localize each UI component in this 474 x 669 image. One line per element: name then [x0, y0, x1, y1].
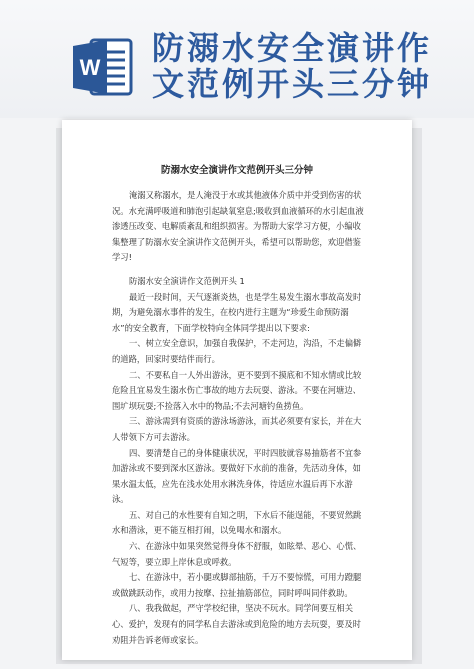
document-title: 防溺水安全演讲作文范例开头三分钟: [160, 165, 313, 176]
paragraph: 最近一段时间，天气逐渐炎热，也是学生易发生溺水事故高发时期，为避免溺水事件的发生，在校内进行主题为“珍爱生命预防溺水”的安全教育，下面学校特向全体同学提出以下要求:: [112, 291, 362, 333]
paragraph: 七、在游泳中，若小腿或脚部抽筋，千万不要惊慌，可用力蹬腿或做跳跃动作，或用力按摩、拉扯抽筋部位，同时呼叫同伴救助。: [112, 572, 362, 598]
paragraph: 八、我我做起，严守学校纪律，坚决不玩水。同学间要互相关心、爱护，发现有的同学私自去游泳或到危险的地方去玩耍，要及时劝阻并告诉老师或家长。: [112, 603, 361, 645]
paragraph: 一、树立安全意识，加强自我保护，不走河边，沟沿，不走偏僻的道路，回家时要结伴而行。: [112, 338, 362, 364]
document-body: [112, 188, 367, 648]
paragraph: 二、不要私自一人外出游泳，更不要到不摸底和不知水情或比较危险且宜易发生溺水伤亡事故的地方去玩耍、游泳。不要在河塘边、围圹坝玩耍;不捡落入水中的物品;不去河塘钓鱼捞鱼。: [112, 369, 362, 411]
paragraph: 六、在游泳中如果突然觉得身体不舒服，如眩晕、恶心、心慌、气短等，要立即上岸休息或呼救。: [112, 541, 362, 567]
paragraph: 五、对自己的水性要有自知之明，下水后不能逞能，不要贸然跳水和潜泳，更不能互相打闹，以免喝水和溺水。: [112, 509, 362, 536]
paragraph: 四、要清楚自己的身体健康状况，平时四肢就容易抽筋者不宜参加游泳或不要到深水区游泳。要做好下水前的准备，先活动身体，如果水温太低，应先在浅水处用水淋洗身体，待适应水温后再下水游泳。: [112, 447, 362, 505]
banner-title-line-2: 文范例开头三分钟: [152, 65, 433, 103]
paragraph: 三、游泳需到有资质的游泳场游泳，而其必须要有家长，并在大人带领下方可去游泳。: [112, 416, 362, 442]
paragraph-heading: 防溺水安全演讲作文范例开头 1: [129, 275, 245, 286]
document-page: [62, 120, 412, 660]
banner-title: [152, 30, 432, 102]
word-icon-letter: W: [79, 55, 101, 80]
paragraph-intro: 淹溺又称溺水，是人淹没于水或其他液体介质中并受到伤害的状况。水充满呼吸道和肺泡引起缺氧窒息;吸收到血液循环的水引起血液渗透压改变、电解质紊乱和组织损害。为帮助大家学习方便，小编收集整理了防溺水安全演讲作文范例开头，希望可以帮助您，欢迎借鉴学习!: [112, 190, 364, 263]
banner-title-line-1: 防溺水安全演讲作: [152, 29, 433, 67]
banner: [0, 0, 474, 118]
word-icon: [73, 36, 133, 98]
